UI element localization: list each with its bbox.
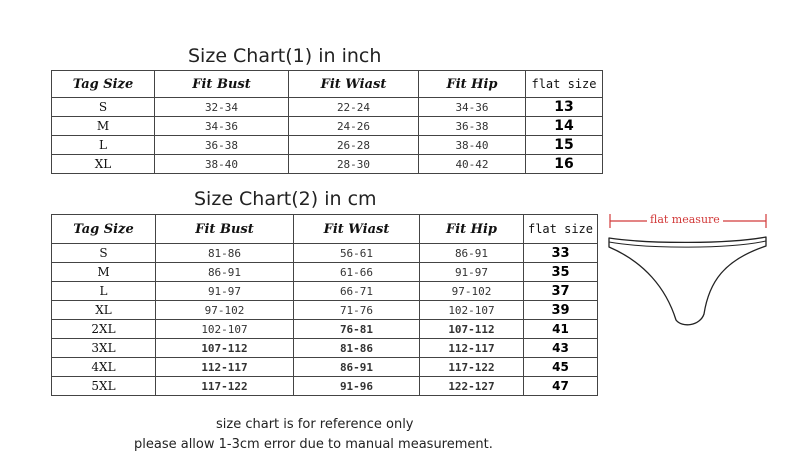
table-header-row xyxy=(52,215,598,244)
table-row xyxy=(52,263,598,282)
fit-bust-cell: 86-91 xyxy=(156,263,294,282)
tag-size-cell: M xyxy=(52,263,156,282)
flat-size-cell: 33 xyxy=(524,244,598,263)
fit-bust-cell: 34-36 xyxy=(155,117,289,136)
fit-waist-cell: 76-81 xyxy=(294,320,420,339)
fit-hip-cell: 107-112 xyxy=(420,320,524,339)
tag-size-cell: 3XL xyxy=(52,339,156,358)
fit-waist-cell: 56-61 xyxy=(294,244,420,263)
fit-waist-cell: 66-71 xyxy=(294,282,420,301)
size-chart-cm-title: Size Chart(2) in cm xyxy=(194,188,377,210)
header-flat-size: flat size xyxy=(524,215,598,244)
fit-bust-cell: 102-107 xyxy=(156,320,294,339)
fit-bust-cell: 38-40 xyxy=(155,155,289,174)
table-row xyxy=(52,244,598,263)
size-chart-inch-title: Size Chart(1) in inch xyxy=(188,45,382,67)
fit-bust-cell: 36-38 xyxy=(155,136,289,155)
table-row xyxy=(52,377,598,396)
flat-size-cell: 47 xyxy=(524,377,598,396)
table-row xyxy=(52,117,603,136)
fit-hip-cell: 40-42 xyxy=(419,155,526,174)
header-fit-bust: Fit Bust xyxy=(155,71,289,98)
fit-hip-cell: 86-91 xyxy=(420,244,524,263)
flat-size-cell: 41 xyxy=(524,320,598,339)
fit-waist-cell: 81-86 xyxy=(294,339,420,358)
table-row xyxy=(52,155,603,174)
panty-outline-icon xyxy=(609,237,766,325)
table-row xyxy=(52,320,598,339)
fit-hip-cell: 97-102 xyxy=(420,282,524,301)
fit-hip-cell: 117-122 xyxy=(420,358,524,377)
flat-size-cell: 13 xyxy=(526,98,603,117)
fit-bust-cell: 112-117 xyxy=(156,358,294,377)
flat-measure-diagram xyxy=(604,208,774,333)
header-flat-size: flat size xyxy=(526,71,603,98)
fit-hip-cell: 36-38 xyxy=(419,117,526,136)
tag-size-cell: L xyxy=(52,282,156,301)
fit-waist-cell: 22-24 xyxy=(289,98,419,117)
flat-size-cell: 14 xyxy=(526,117,603,136)
tag-size-cell: XL xyxy=(52,155,155,174)
tag-size-cell: M xyxy=(52,117,155,136)
fit-waist-cell: 71-76 xyxy=(294,301,420,320)
flat-size-cell: 45 xyxy=(524,358,598,377)
flat-size-cell: 16 xyxy=(526,155,603,174)
fit-waist-cell: 91-96 xyxy=(294,377,420,396)
header-fit-hip: Fit Hip xyxy=(419,71,526,98)
tag-size-cell: XL xyxy=(52,301,156,320)
header-fit-bust: Fit Bust xyxy=(156,215,294,244)
fit-hip-cell: 38-40 xyxy=(419,136,526,155)
fit-hip-cell: 91-97 xyxy=(420,263,524,282)
fit-waist-cell: 26-28 xyxy=(289,136,419,155)
fit-hip-cell: 122-127 xyxy=(420,377,524,396)
fit-hip-cell: 102-107 xyxy=(420,301,524,320)
table-row xyxy=(52,358,598,377)
header-fit-hip: Fit Hip xyxy=(420,215,524,244)
tag-size-cell: S xyxy=(52,244,156,263)
fit-waist-cell: 24-26 xyxy=(289,117,419,136)
tag-size-cell: 2XL xyxy=(52,320,156,339)
flat-size-cell: 43 xyxy=(524,339,598,358)
tag-size-cell: 4XL xyxy=(52,358,156,377)
fit-bust-cell: 97-102 xyxy=(156,301,294,320)
flat-size-cell: 39 xyxy=(524,301,598,320)
table-row xyxy=(52,339,598,358)
fit-bust-cell: 91-97 xyxy=(156,282,294,301)
fit-bust-cell: 107-112 xyxy=(156,339,294,358)
fit-hip-cell: 34-36 xyxy=(419,98,526,117)
size-chart-inch-table xyxy=(51,70,603,174)
table-row xyxy=(52,301,598,320)
size-chart-cm-table xyxy=(51,214,598,396)
header-fit-waist: Fit Wiast xyxy=(294,215,420,244)
tag-size-cell: L xyxy=(52,136,155,155)
measurement-error-note: please allow 1-3cm error due to manual measurement. xyxy=(134,437,493,452)
table-header-row xyxy=(52,71,603,98)
tag-size-cell: 5XL xyxy=(52,377,156,396)
header-fit-waist: Fit Wiast xyxy=(289,71,419,98)
flat-measure-label: flat measure xyxy=(647,213,723,226)
header-tag-size: Tag Size xyxy=(52,71,155,98)
fit-bust-cell: 81-86 xyxy=(156,244,294,263)
reference-note: size chart is for reference only xyxy=(216,417,414,432)
flat-size-cell: 37 xyxy=(524,282,598,301)
fit-waist-cell: 86-91 xyxy=(294,358,420,377)
fit-bust-cell: 117-122 xyxy=(156,377,294,396)
table-row xyxy=(52,136,603,155)
fit-bust-cell: 32-34 xyxy=(155,98,289,117)
tag-size-cell: S xyxy=(52,98,155,117)
flat-size-cell: 15 xyxy=(526,136,603,155)
flat-size-cell: 35 xyxy=(524,263,598,282)
header-tag-size: Tag Size xyxy=(52,215,156,244)
fit-hip-cell: 112-117 xyxy=(420,339,524,358)
fit-waist-cell: 28-30 xyxy=(289,155,419,174)
table-row xyxy=(52,98,603,117)
fit-waist-cell: 61-66 xyxy=(294,263,420,282)
table-row xyxy=(52,282,598,301)
